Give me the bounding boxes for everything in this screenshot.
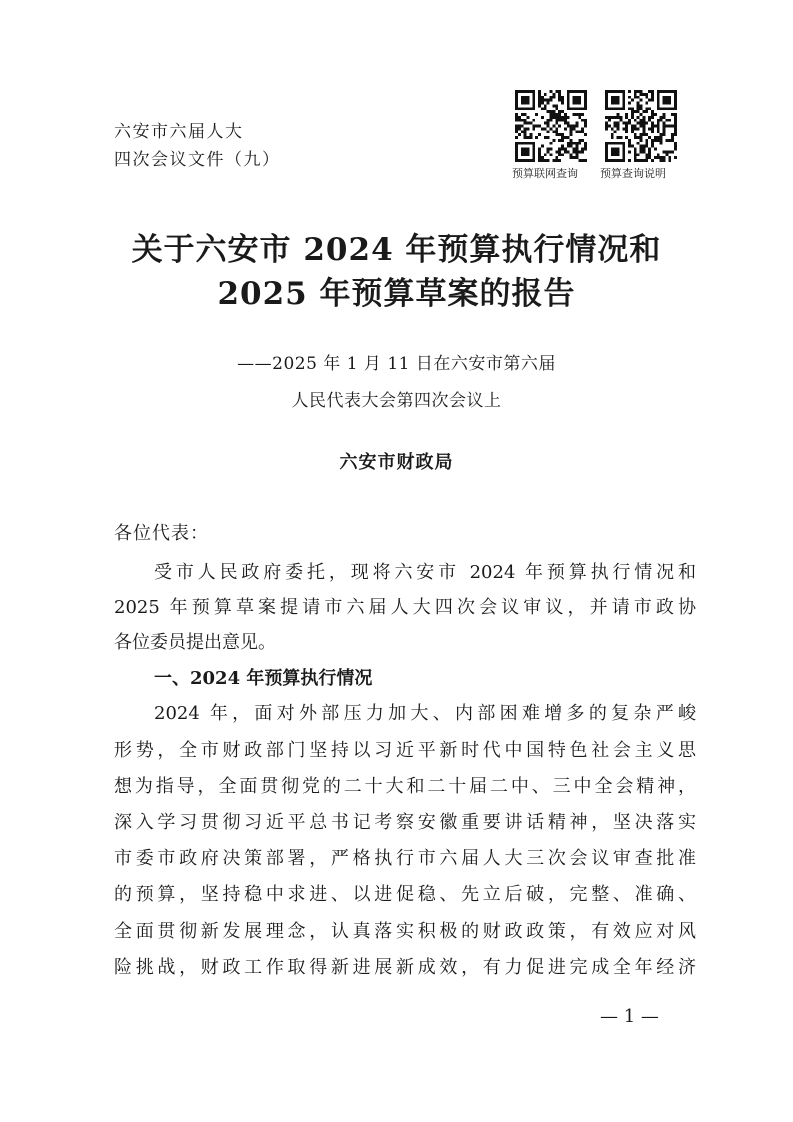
- report-title-line-2: 2025 年预算草案的报告: [217, 276, 576, 312]
- paragraph-2-line-6: 的预算，坚持稳中求进、以进促稳、先立后破，完整、准确、: [114, 884, 696, 905]
- qr-caption-budget-guide: 预算查询说明: [600, 167, 666, 180]
- salutation: 各位代表：: [114, 523, 209, 544]
- budget-guide-qr-code[interactable]: [605, 90, 677, 162]
- paragraph-2-line-5: 市委市政府决策部署，严格执行市六届人大三次会议审查批准: [114, 848, 696, 869]
- report-subtitle-line-2: 人民代表大会第四次会议上: [291, 391, 502, 411]
- paragraph-2-line-8: 险挑战，财政工作取得新进展新成效，有力促进完成全年经济: [114, 957, 696, 978]
- report-title-line-1: 关于六安市 2024 年预算执行情况和: [131, 232, 662, 268]
- qr-caption-budget-query: 预算联网查询: [512, 167, 578, 180]
- meeting-line-1: 六安市六届人大: [114, 122, 244, 142]
- paragraph-1-line-3: 各位委员提出意见。: [114, 632, 276, 653]
- paragraph-2-line-2: 形势，全市财政部门坚持以习近平新时代中国特色社会主义思: [114, 740, 696, 761]
- section-heading: 一、2024 年预算执行情况: [154, 668, 373, 689]
- paragraph-1-line-1: 受市人民政府委托，现将六安市 2024 年预算执行情况和: [154, 562, 696, 583]
- paragraph-2-line-3: 想为指导，全面贯彻党的二十大和二十届二中、三中全会精神，: [114, 776, 696, 797]
- paragraph-2-line-1: 2024 年，面对外部压力加大、内部困难增多的复杂严峻: [154, 703, 696, 724]
- meeting-line-2: 四次会议文件（九）: [114, 150, 281, 170]
- page-number: — 1 —: [600, 1006, 659, 1027]
- paragraph-2-line-4: 深入学习贯彻习近平总书记考察安徽重要讲话精神，坚决落实: [114, 812, 696, 833]
- report-subtitle-line-1: ——2025 年 1 月 11 日在六安市第六届: [237, 354, 556, 374]
- paragraph-2-line-7: 全面贯彻新发展理念，认真落实积极的财政政策，有效应对风: [114, 921, 696, 942]
- budget-query-qr-code[interactable]: [515, 90, 587, 162]
- qr-code-group: [512, 90, 684, 182]
- report-author: 六安市财政局: [339, 452, 454, 473]
- meeting-label: [114, 118, 281, 174]
- paragraph-1-line-2: 2025 年预算草案提请市六届人大四次会议审议，并请市政协: [114, 597, 696, 618]
